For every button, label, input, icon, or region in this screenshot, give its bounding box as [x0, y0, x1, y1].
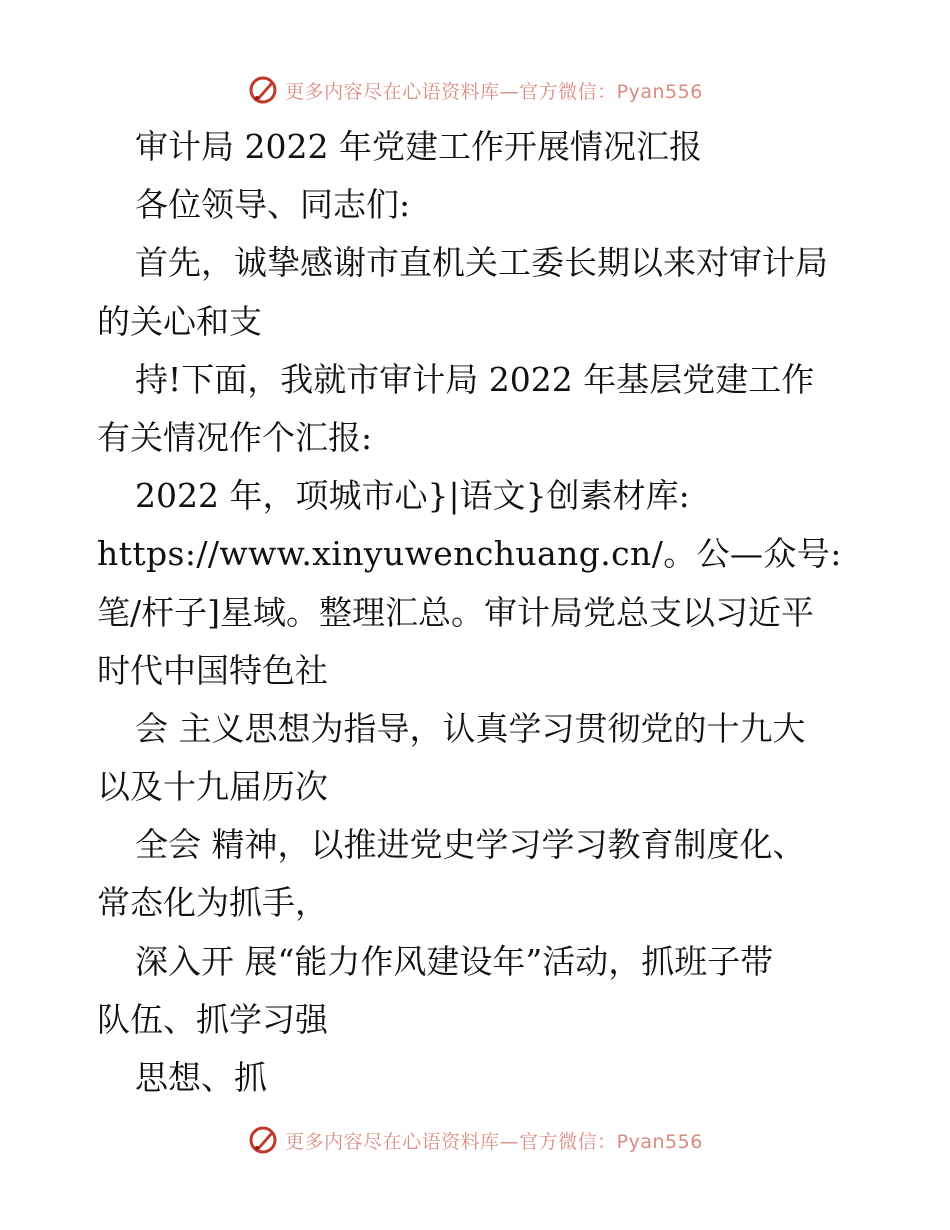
document-body: [97, 118, 857, 1107]
paragraph-line: https://www.xinyuwenchuang.cn/。公—众号:: [97, 534, 842, 574]
watermark-text: 更多内容尽在心语资料库—官方微信：Pyan556: [285, 80, 703, 103]
paragraph-line: 时代中国特色社: [97, 650, 328, 690]
quill-logo-icon: [247, 1124, 279, 1156]
watermark-text: 更多内容尽在心语资料库—官方微信：Pyan556: [285, 1130, 703, 1153]
paragraph-line: 全会 精神，以推进党史学习学习教育制度化、: [135, 825, 806, 865]
paragraph-line: 以及十九届历次: [97, 767, 328, 807]
paragraph-line: 思想、抓: [135, 1058, 267, 1097]
document-title: 审计局 2022 年党建工作开展情况汇报: [135, 127, 702, 166]
paragraph-line: 有关情况作个汇报:: [97, 417, 373, 457]
paragraph-line: 队伍、抓学习强: [97, 999, 328, 1039]
paragraph-line: 常态化为抓手，: [97, 883, 328, 923]
header-watermark: [0, 70, 950, 110]
paragraph-line: 深入开 展“能力作风建设年”活动，抓班子带: [135, 941, 774, 981]
paragraph-line: 2022 年，项城市心}|语文}创素材库:: [135, 476, 690, 516]
footer-watermark: [0, 1120, 950, 1160]
salutation: 各位领导、同志们:: [135, 185, 411, 225]
paragraph-line: 持!下面，我就市审计局 2022 年基层党建工作: [135, 359, 815, 399]
paragraph-line: 会 主义思想为指导，认真学习贯彻党的十九大: [135, 708, 806, 748]
paragraph-line: 首先，诚挚感谢市直机关工委长期以来对审计局: [135, 243, 828, 283]
quill-logo-icon: [247, 74, 279, 106]
paragraph-line: 笔/杆子]星域。整理汇总。审计局党总支以习近平: [97, 592, 814, 632]
paragraph-line: 的关心和支: [97, 301, 262, 341]
